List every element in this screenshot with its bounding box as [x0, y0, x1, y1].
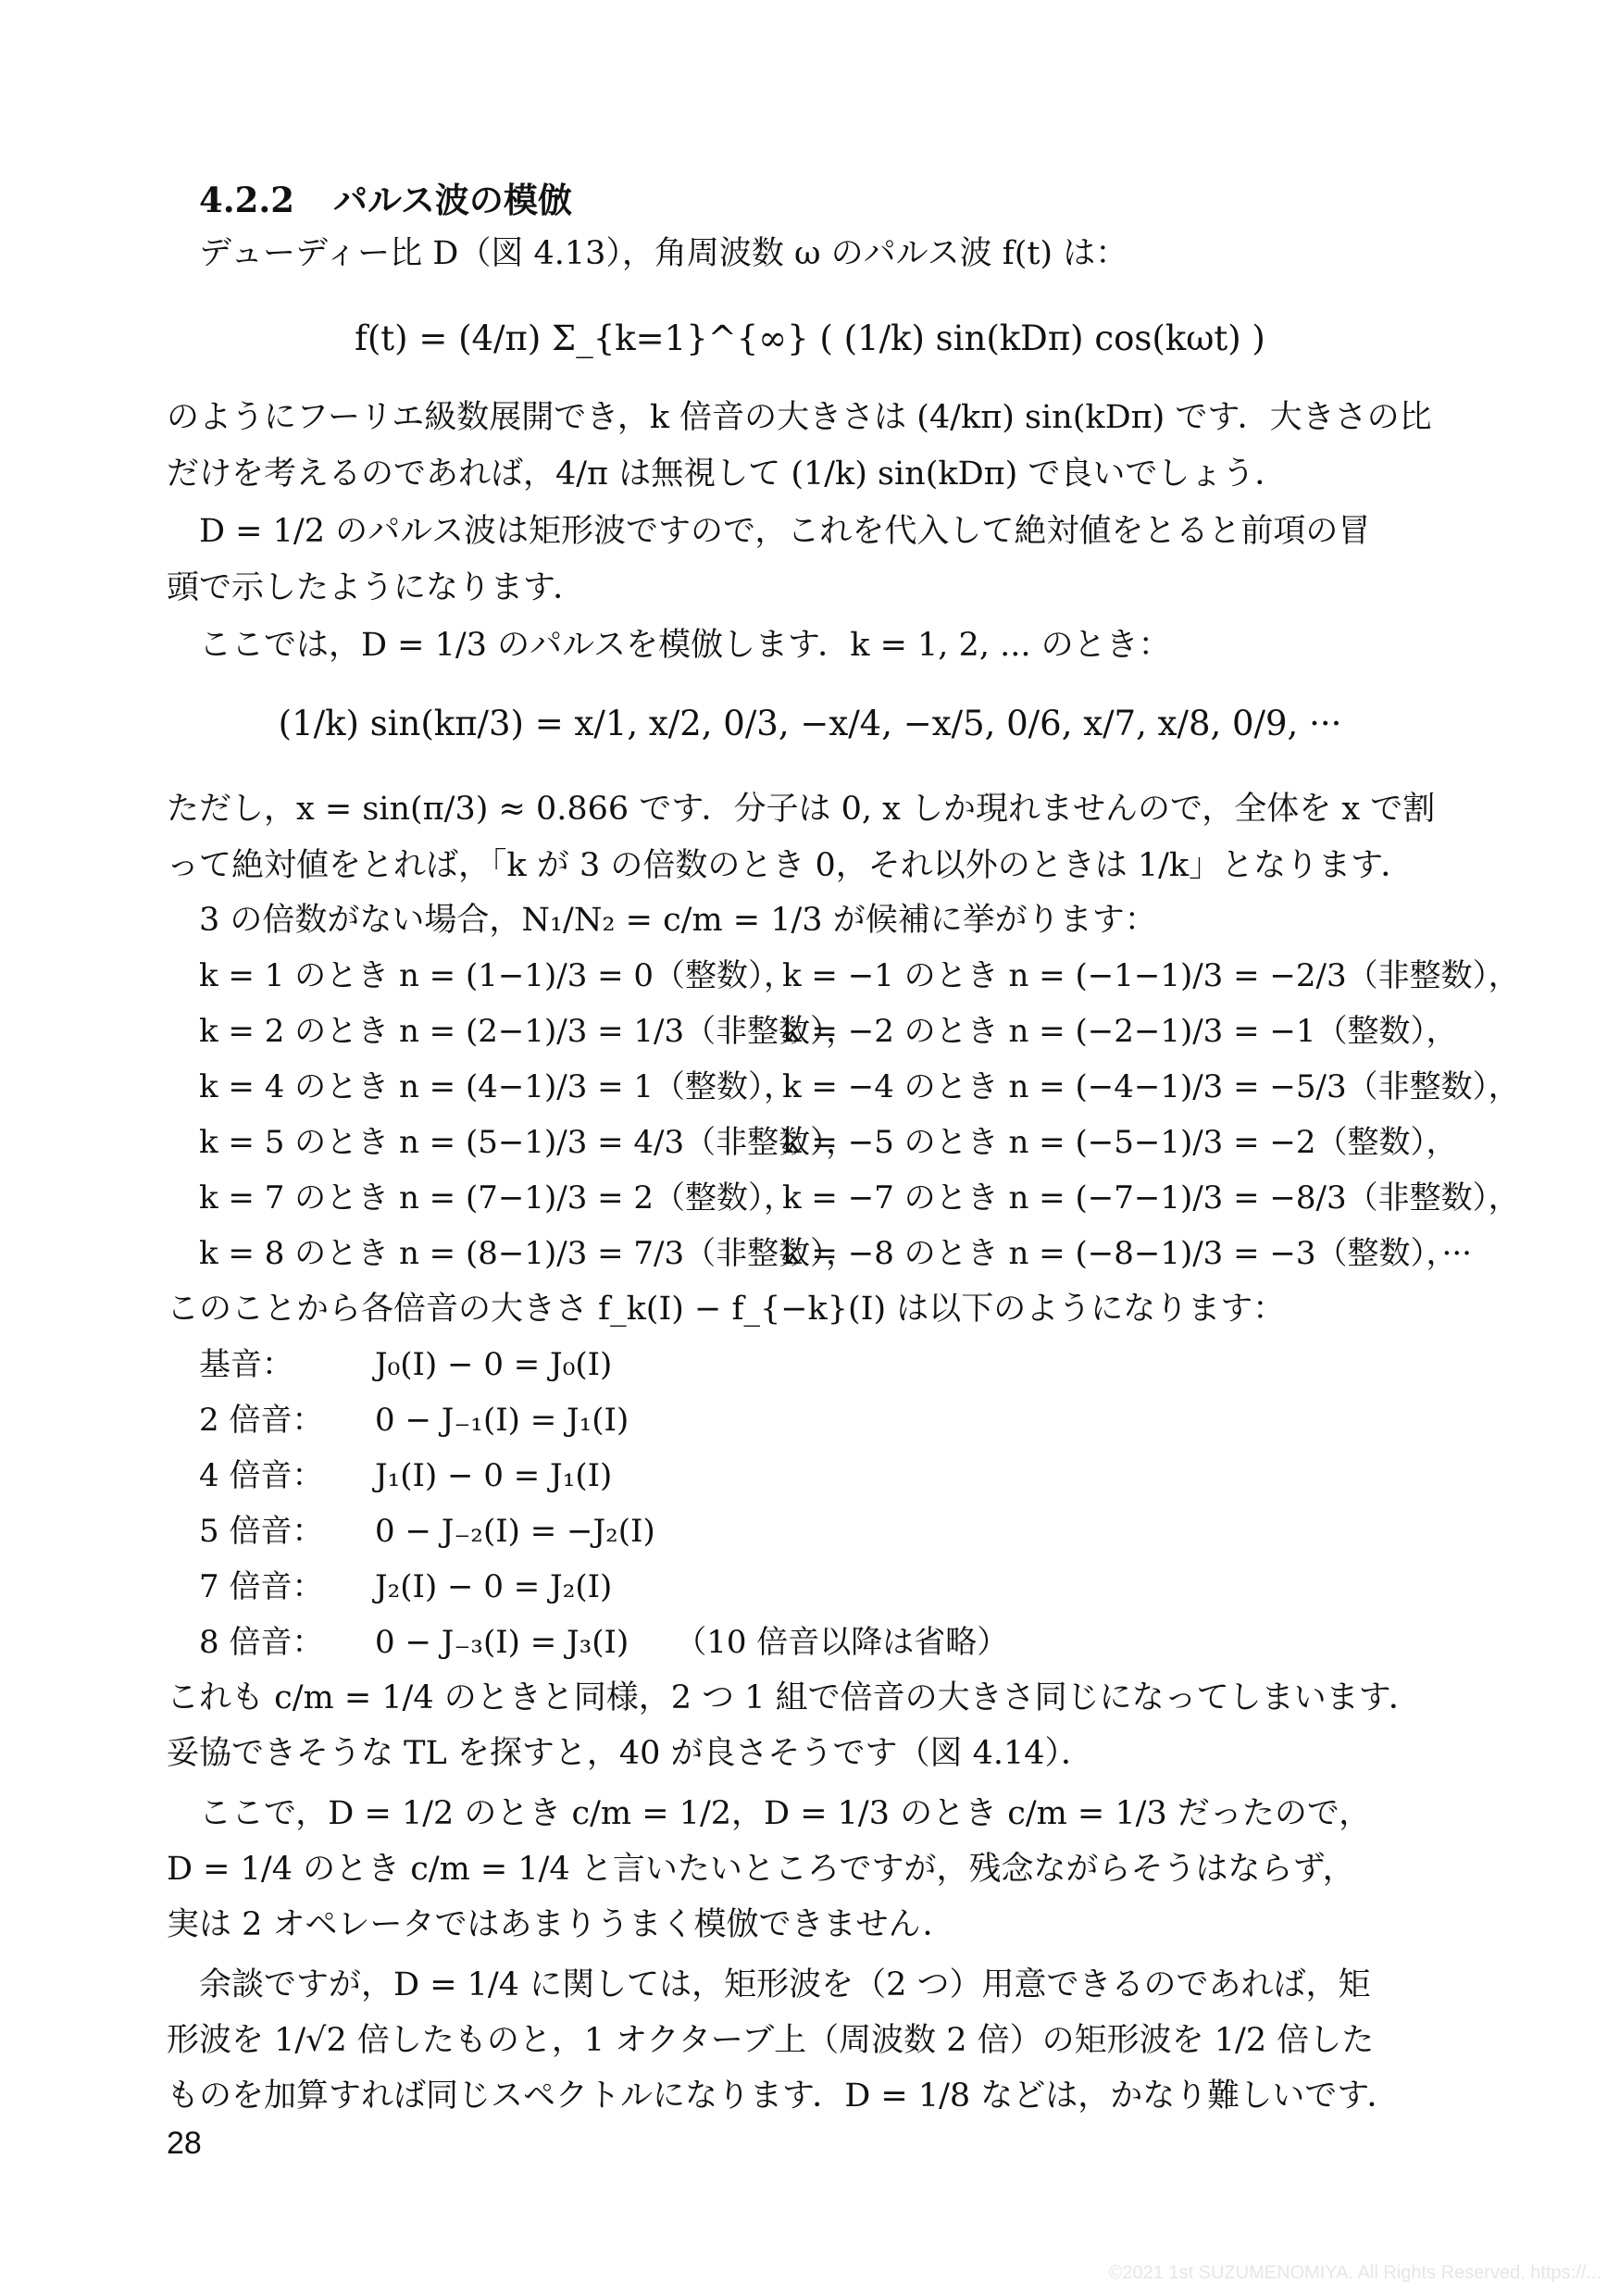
section-title: パルス波の模倣: [333, 180, 572, 220]
paragraph-line: ものを加算すれば同じスペクトルになります．D = 1/8 などは，かなり難しいです．: [167, 2078, 1400, 2115]
list-item: 7 倍音： J₂(I) − 0 = J₂(I): [199, 1568, 613, 1605]
table-row: k = 5 のとき n = (5−1)/3 = 4/3（非整数）， k = −5 のとき n = (−5−1)/3 = −2（整数），: [199, 1124, 1458, 1161]
list-item: 8 倍音： 0 − J₋₃(I) = J₃(I) （10 倍音以降は省略）: [199, 1624, 1009, 1661]
paragraph-line: D = 1/4 のとき c/m = 1/4 と言いたいところですが，残念ながらそうはならず，: [167, 1851, 1355, 1888]
paragraph-line: 余談ですが，D = 1/4 に関しては，矩形波を（2 つ）用意できるのであれば，矩: [199, 1966, 1371, 2003]
paragraph-line: だけを考えるのであれば，4/π は無視して (1/k) sin(kDπ) で良いでしょう．: [167, 455, 1288, 493]
list-item: 5 倍音： 0 − J₋₂(I) = −J₂(I): [199, 1513, 655, 1550]
paragraph-line: 形波を 1/√2 倍したものと，1 オクターブ上（周波数 2 倍）の矩形波を 1/2 倍した: [167, 2022, 1375, 2059]
table-row: k = 1 のとき n = (1−1)/3 = 0（整数）， k = −1 のとき n = (−1−1)/3 = −2/3（非整数），: [199, 957, 1520, 994]
page-number: 28: [167, 2126, 202, 2161]
paragraph-line: 3 の倍数がない場合，N₁/N₂ = c/m = 1/3 が候補に挙がります：: [199, 902, 1157, 939]
table-row: k = 2 のとき n = (2−1)/3 = 1/3（非整数）， k = −2 のとき n = (−2−1)/3 = −1（整数），: [199, 1013, 1458, 1050]
paragraph-line: これも c/m = 1/4 のときと同様，2 つ 1 組で倍音の大きさ同じになってしまいます．: [167, 1679, 1421, 1716]
paragraph-line: デューディー比 D（図 4.13），角周波数 ω のパルス波 f(t) は：: [199, 235, 1128, 272]
list-item: 基音： J₀(I) − 0 = J₀(I): [199, 1346, 613, 1383]
table-row: k = 4 のとき n = (4−1)/3 = 1（整数）， k = −4 のとき n = (−4−1)/3 = −5/3（非整数），: [199, 1068, 1520, 1105]
section-number: 4.2.2: [199, 180, 294, 220]
paragraph-line: って絶対値をとれば，「k が 3 の倍数のとき 0，それ以外のときは 1/k」となります．: [167, 847, 1414, 884]
paragraph-line: 妥協できそうな TL を探すと，40 が良さそうです（図 4.14）．: [167, 1735, 1094, 1772]
paragraph-line: D = 1/2 のパルス波は矩形波ですので，これを代入して絶対値をとると前項の冒: [199, 513, 1371, 550]
section-heading: [199, 178, 572, 222]
list-item: 2 倍音： 0 − J₋₁(I) = J₁(I): [199, 1402, 629, 1439]
paragraph-line: ここでは，D = 1/3 のパルスを模倣します．k = 1, 2, ... のとき：: [199, 627, 1171, 664]
fourier-equation: f(t) = (4/π) Σ_{k=1}^{∞} ( (1/k) sin(kDπ) cos(kωt) ): [355, 318, 1265, 358]
table-row: k = 7 のとき n = (7−1)/3 = 2（整数）， k = −7 のとき n = (−7−1)/3 = −8/3（非整数），: [199, 1179, 1520, 1217]
paragraph-line: のようにフーリエ級数展開でき，k 倍音の大きさは (4/kπ) sin(kDπ) です．大きさの比: [167, 399, 1432, 436]
paragraph-line: 頭で示したようになります．: [167, 569, 586, 606]
table-row: k = 8 のとき n = (8−1)/3 = 7/3（非整数）， k = −8 のとき n = (−8−1)/3 = −3（整数），···: [199, 1235, 1472, 1272]
sine-sequence-equation: (1/k) sin(kπ/3) = x/1, x/2, 0/3, −x/4, −x/5, 0/6, x/7, x/8, 0/9, ···: [278, 704, 1342, 743]
copyright-notice: ©2021 1st SUZUMENOMIYA. All Rights Reserved. https://...: [1108, 2263, 1601, 2283]
list-item: 4 倍音： J₁(I) − 0 = J₁(I): [199, 1457, 613, 1494]
paragraph-line: ここで，D = 1/2 のとき c/m = 1/2，D = 1/3 のとき c/m = 1/3 だったので，: [199, 1795, 1372, 1832]
paragraph-line: 実は 2 オペレータではあまりうまく模倣できません．: [167, 1906, 955, 1943]
paragraph-line: このことから各倍音の大きさ f_k(I) − f_{−k}(I) は以下のようになります：: [167, 1291, 1286, 1328]
paragraph-line: ただし，x = sin(π/3) ≈ 0.866 です．分子は 0, x しか現れませんので，全体を x で割: [167, 791, 1436, 828]
